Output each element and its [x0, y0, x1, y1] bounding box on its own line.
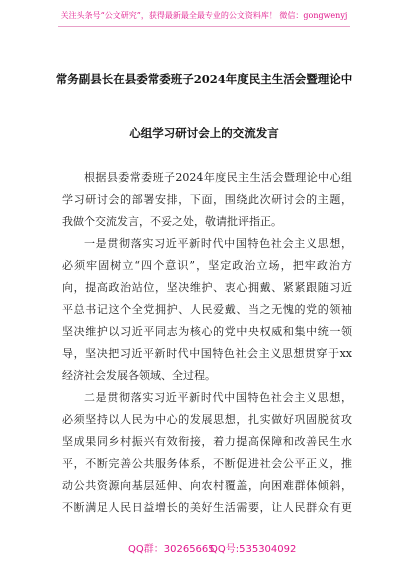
- paragraph-line: 一是贯彻落实习近平新时代中国特色社会主义思想，: [84, 237, 352, 250]
- paragraph-intro: [62, 167, 352, 233]
- paragraph-line: 根据县委常委班子2024年度民主生活会暨理论中心组: [84, 171, 352, 184]
- header-divider: [58, 26, 350, 27]
- paragraph-line: 向，提高政治站位，坚决维护、衷心拥戴、紧紧跟随习近: [62, 281, 352, 294]
- document-title-line-2: 心组学习研讨会上的交流发言: [129, 126, 279, 140]
- paragraph-line: 不断满足人民日益增长的美好生活需要，让人民群众有更: [62, 501, 352, 514]
- paragraph-line: 我做个交流发言，不妥之处，敬请批评指正。: [62, 215, 282, 228]
- paragraph-line: 平，不断完善公共服务体系，不断促进社会公平正义，推: [62, 457, 352, 470]
- header-banner: 关注头条号“公文研究”，获得最新最全最专业的公文资料库！ 微信：gongwenyj: [60, 11, 348, 20]
- paragraph-line: 二是贯彻落实习近平新时代中国特色社会主义思想，: [84, 391, 352, 404]
- footer-qq-number: QQ号:535304092: [210, 544, 297, 555]
- footer-contact: [0, 540, 408, 554]
- footer-qq-group: QQ群：30265665: [128, 544, 215, 555]
- paragraph-line: 平总书记这个全党拥护、人民爱戴、当之无愧的党的领袖: [62, 303, 352, 316]
- paragraph-point-one: [62, 233, 352, 387]
- paragraph-line: 坚成果同乡村振兴有效衔接，着力提高保障和改善民生水: [62, 435, 352, 448]
- paragraph-line: 经济社会发展各领域、全过程。: [62, 369, 216, 382]
- paragraph-line: 导，坚决把习近平新时代中国特色社会主义思想贯穿于xx: [62, 347, 352, 360]
- paragraph-line: 学习研讨会的部署安排，下面，围绕此次研讨会的主题，: [62, 193, 352, 206]
- paragraph-line: 必须牢固树立“四个意识”，坚定政治立场，把牢政治方: [62, 259, 352, 272]
- paragraph-line: 动公共资源向基层延伸、向农村覆盖，向困难群体倾斜，: [62, 479, 352, 492]
- paragraph-line: 必须坚持以人民为中心的发展思想，扎实做好巩固脱贫攻: [62, 413, 352, 426]
- document-title-line-1: 常务副县长在县委常委班子2024年度民主生活会暨理论中: [55, 72, 353, 86]
- paragraph-point-two: [62, 387, 352, 519]
- paragraph-line: 坚决维护以习近平同志为核心的党中央权威和集中统一领: [62, 325, 352, 338]
